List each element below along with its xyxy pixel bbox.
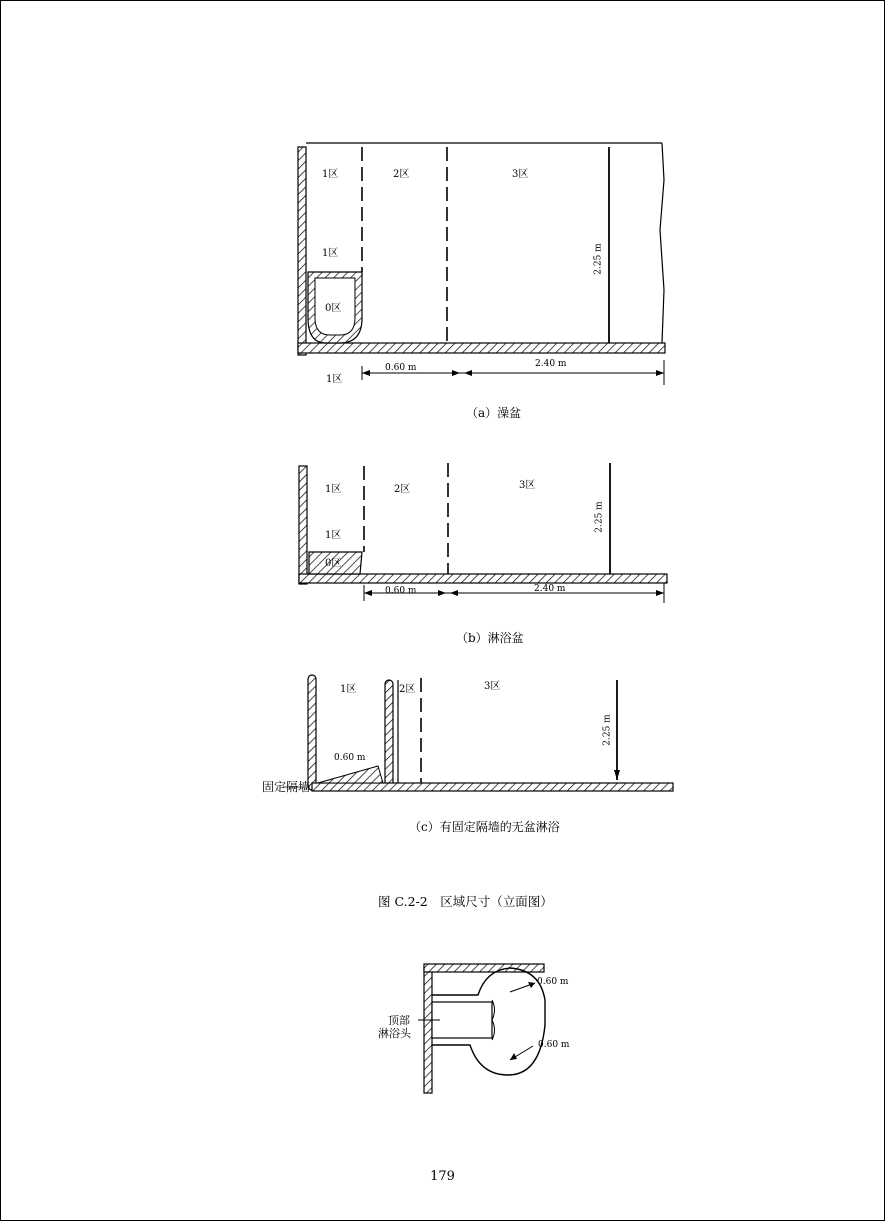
height-label: 2.25 m — [602, 714, 613, 746]
wall-d-vertical — [424, 967, 432, 1093]
zone-label: 1区 — [326, 374, 343, 385]
wall-a — [298, 147, 306, 355]
floor-a — [298, 343, 665, 353]
dimension-label: 0.60 m — [385, 363, 417, 373]
zone-label: 0区 — [325, 303, 342, 314]
zone-label: 2区 — [399, 684, 416, 695]
shower-head-label: 淋浴头 — [378, 1027, 411, 1040]
caption-c: （c）有固定隔墙的无盆淋浴 — [409, 820, 560, 834]
zone-label: 1区 — [322, 248, 339, 259]
diagram-d — [418, 964, 545, 1093]
zone-label: 2区 — [393, 169, 410, 180]
zone-label: 3区 — [512, 169, 529, 180]
dimension-label: 2.40 m — [534, 584, 566, 594]
figure-title: 图 C.2-2 区域尺寸（立面图） — [378, 894, 553, 909]
zone-label: 1区 — [340, 684, 357, 695]
wall-c-left — [308, 675, 316, 790]
shower-head — [432, 1002, 492, 1038]
floor-b — [299, 574, 667, 583]
zone-label: 1区 — [322, 169, 339, 180]
dimension-label: 2.40 m — [535, 359, 567, 369]
zone-label: 1区 — [325, 530, 342, 541]
zone-label: 3区 — [519, 480, 536, 491]
caption-a: （a）澡盆 — [466, 406, 522, 420]
zone-label: 3区 — [484, 681, 501, 692]
dimension-label: 0.60 m — [537, 977, 569, 987]
zone-label: 1区 — [325, 484, 342, 495]
floor-c — [312, 783, 673, 791]
wall-b — [299, 466, 307, 584]
dimension-label: 0.60 m — [538, 1040, 570, 1050]
fixed-partition-wall — [385, 680, 393, 790]
page-number: 179 — [430, 1169, 455, 1184]
zone-label: 0区 — [325, 558, 342, 569]
height-label: 2.25 m — [593, 243, 604, 275]
diagram-a — [298, 143, 665, 385]
shower-head-label: 顶部 — [388, 1014, 410, 1027]
height-label: 2.25 m — [594, 501, 605, 533]
wall-label: 固定隔墙 — [262, 780, 311, 794]
diagram-b — [299, 463, 667, 603]
dimension-label: 0.60 m — [334, 753, 366, 763]
dimension-label: 0.60 m — [385, 586, 417, 596]
wall-d-horizontal — [424, 964, 544, 972]
caption-b: （b）淋浴盆 — [456, 631, 524, 645]
zone-label: 2区 — [394, 484, 411, 495]
